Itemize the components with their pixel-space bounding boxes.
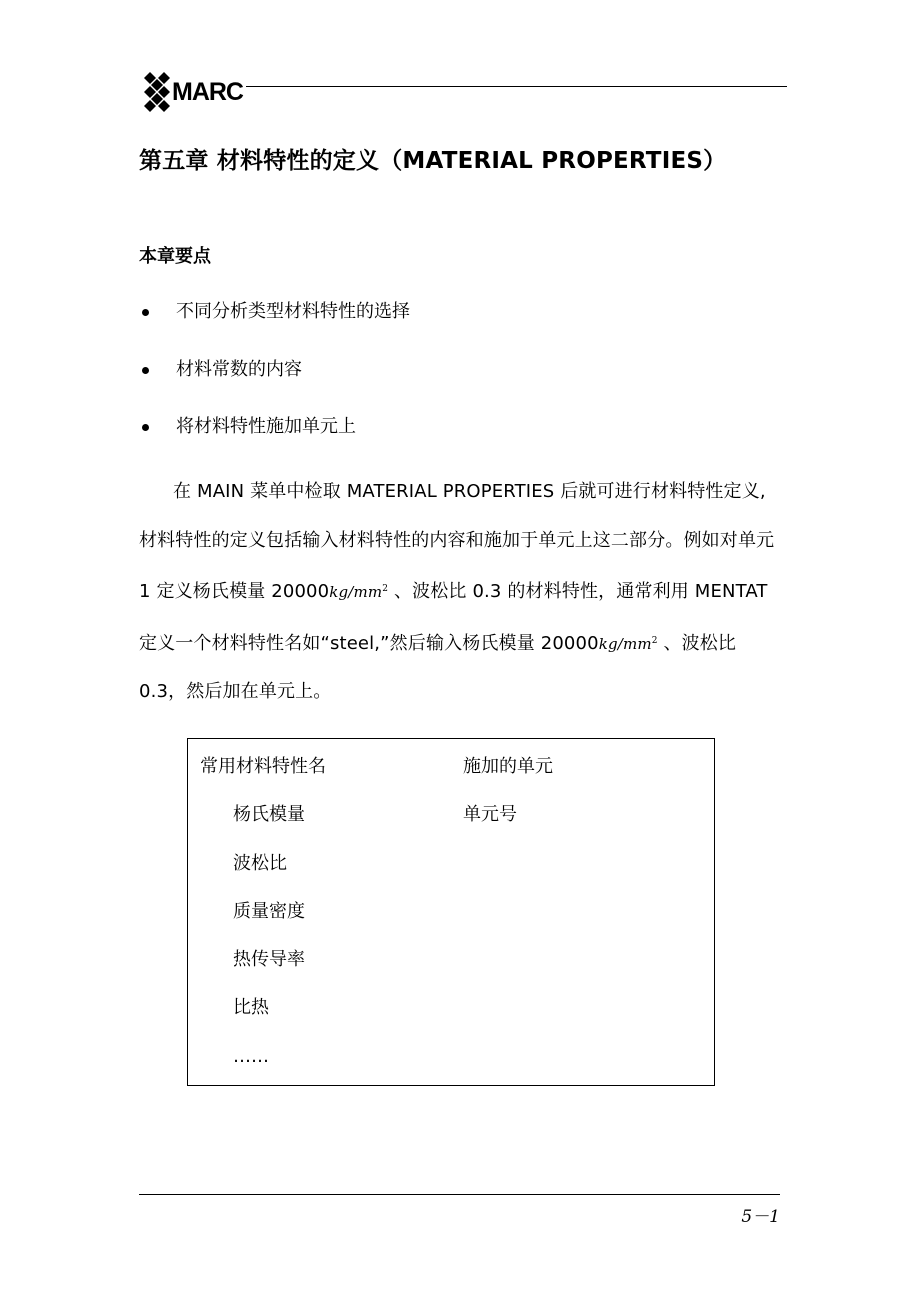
property-names-column — [200, 752, 326, 1090]
property-item: 比热 — [233, 997, 269, 1019]
key-point-text: 将材料特性施加单元上 — [176, 416, 356, 437]
list-item — [139, 412, 410, 470]
unit-formula — [599, 635, 658, 653]
property-item: 热传导率 — [233, 949, 305, 971]
body-paragraph — [139, 468, 784, 717]
unit-formula — [329, 583, 388, 601]
property-item: 波松比 — [233, 852, 287, 874]
marc-logo — [143, 70, 243, 114]
unit-exponent: 2 — [382, 584, 389, 594]
property-item: 质量密度 — [233, 900, 305, 922]
page-number: 5－1 — [741, 1207, 780, 1227]
property-item: …… — [233, 1045, 269, 1067]
header-rule — [246, 86, 787, 87]
key-points-list — [139, 297, 410, 470]
property-item: 杨氏模量 — [233, 804, 305, 826]
paragraph-part-2: 、波松比 0.3 的材料特性，通常利用 MENTAT 定义一个材料特性名如“steel,”然后输入杨氏模量 20000 — [139, 581, 768, 654]
right-header: 施加的单元 — [463, 756, 553, 777]
left-header: 常用材料特性名 — [200, 756, 326, 777]
marc-diamond-logo-icon — [143, 70, 171, 114]
unit-text: kg/mm — [598, 634, 652, 653]
unit-text: kg/mm — [329, 583, 383, 601]
chapter-title: 第五章 材料特性的定义（MATERIAL PROPERTIES） — [139, 148, 727, 174]
key-point-text: 材料常数的内容 — [176, 358, 302, 380]
footer-rule — [139, 1194, 780, 1195]
paragraph-part-1: 在 MAIN 菜单中检取 MATERIAL PROPERTIES 后就可进行材料特性定义, 材料特性的定义包括输入材料特性的内容和施加于单元上这二部分。例如对单元 1 定义杨氏模量 20000 — [139, 481, 775, 602]
bullet-icon — [142, 367, 149, 374]
unit-exponent: 2 — [651, 635, 658, 646]
bullet-icon — [142, 424, 149, 431]
material-properties-box — [187, 738, 715, 1086]
applied-elements-column — [463, 752, 553, 849]
list-item — [139, 355, 410, 413]
list-item — [139, 297, 410, 355]
key-points-heading: 本章要点 — [139, 246, 211, 267]
logo-text: MARC — [172, 78, 243, 106]
element-value: 单元号 — [463, 804, 517, 826]
bullet-icon — [142, 309, 149, 316]
paragraph-part-3: 、波松比 0.3，然后加在单元上。 — [139, 632, 737, 702]
key-point-text: 不同分析类型材料特性的选择 — [176, 301, 410, 322]
